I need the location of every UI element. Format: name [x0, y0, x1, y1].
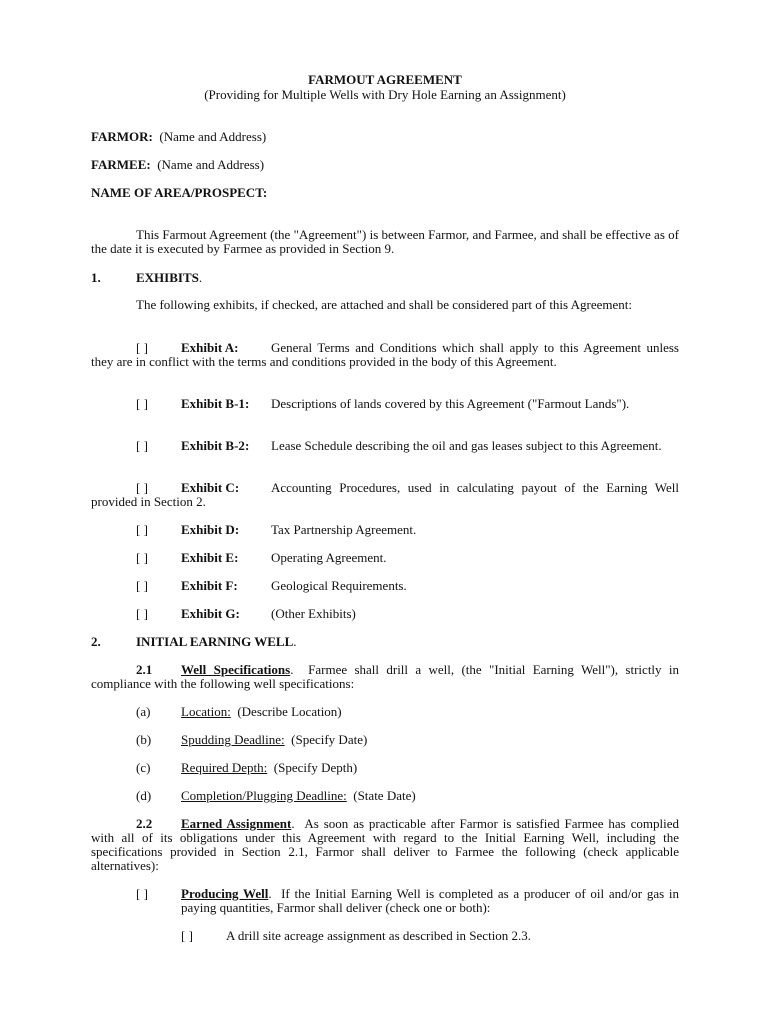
section-heading-text: INITIAL EARNING WELL	[136, 634, 294, 649]
party-label: FARMEE:	[91, 157, 151, 172]
exhibit-checkbox: [ ]	[136, 480, 148, 495]
section-number: 2.	[91, 634, 101, 649]
spec-letter: (d)	[136, 788, 152, 803]
intro-paragraph: This Farmout Agreement (the "Agreement") is between Farmor, and Farmee, and shall be effective as of the date it is executed by Farmee as provided in Section 9.	[91, 227, 679, 256]
party-area	[91, 186, 267, 200]
document-title: FARMOUT AGREEMENT	[308, 72, 462, 87]
spec-value: (Describe Location)	[237, 704, 342, 719]
document-subtitle: (Providing for Multiple Wells with Dry Hole Earning an Assignment)	[204, 87, 566, 102]
party-label: FARMOR:	[91, 129, 153, 144]
exhibit-name: Exhibit C:	[181, 480, 240, 495]
spec-label: Location:	[181, 704, 231, 719]
spec-label: Required Depth:	[181, 760, 268, 775]
exhibit-name: Exhibit A:	[181, 340, 239, 355]
exhibit-desc: Operating Agreement.	[271, 550, 387, 565]
spec-item-spudding	[136, 733, 367, 747]
exhibit-desc: Accounting Procedures, used in calculating payout of the Earning Well provided in Section 2.	[91, 480, 679, 509]
exhibit-desc: General Terms and Conditions which shall apply to this Agreement unless they are in conflict with the terms and conditions provided in the body of this Agreement.	[91, 340, 679, 369]
spec-item-location	[136, 705, 342, 719]
drill-site-option	[181, 929, 531, 943]
exhibit-checkbox: [ ]	[136, 438, 148, 453]
exhibit-name-text: Exhibit F	[181, 578, 234, 593]
exhibit-name: Exhibit B-2:	[181, 438, 250, 453]
exhibit-e	[136, 551, 387, 565]
producing-well-text: If the Initial Earning Well is completed as a producer of oil and/or gas in paying quantities, Farmor shall deliver (check one or both):	[181, 886, 680, 915]
heading-period: .	[198, 270, 203, 285]
spec-label: Spudding Deadline:	[181, 732, 285, 747]
exhibit-name-text: Exhibit E	[181, 550, 235, 565]
exhibit-name-text: Exhibit C	[181, 480, 235, 495]
exhibit-b2	[91, 439, 679, 453]
party-farmor	[91, 130, 266, 144]
spec-item-depth	[136, 761, 357, 775]
exhibit-desc: (Other Exhibits)	[271, 606, 356, 621]
exhibit-desc: Descriptions of lands covered by this Agreement ("Farmout Lands").	[271, 396, 630, 411]
spec-letter: (b)	[136, 732, 152, 747]
exhibit-name-text: Exhibit G	[181, 606, 236, 621]
producing-well-heading: Producing Well	[181, 886, 269, 901]
exhibit-g	[136, 607, 356, 621]
exhibit-name: Exhibit E:	[181, 550, 239, 565]
spec-value: (State Date)	[353, 788, 416, 803]
exhibit-name: Exhibit D:	[181, 522, 240, 537]
exhibit-desc: Lease Schedule describing the oil and gas leases subject to this Agreement.	[271, 438, 662, 453]
spec-item-completion	[136, 789, 416, 803]
subsection-heading: Well Specifications	[181, 662, 291, 677]
subsection-number: 2.2	[136, 816, 153, 831]
spec-letter: (c)	[136, 760, 151, 775]
producing-well-paragraph: Producing Well. If the Initial Earning Well is completed as a producer of oil and/or gas in paying quantities, Farmor shall deliver (check one or both):	[181, 886, 680, 915]
subsection-number: 2.1	[136, 662, 153, 677]
exhibit-checkbox: [ ]	[136, 522, 148, 537]
party-label: NAME OF AREA/PROSPECT:	[91, 185, 268, 200]
spec-letter: (a)	[136, 704, 151, 719]
exhibit-checkbox: [ ]	[136, 578, 148, 593]
exhibit-a	[91, 341, 679, 369]
section-heading-text: EXHIBITS	[136, 270, 199, 285]
spec-value: (Specify Date)	[291, 732, 368, 747]
exhibit-name-text: Exhibit B-2	[181, 438, 245, 453]
section-heading	[136, 271, 202, 285]
party-value: (Name and Address)	[159, 129, 267, 144]
exhibit-name-text: Exhibit D	[181, 522, 235, 537]
exhibit-d	[136, 523, 416, 537]
party-farmee	[91, 158, 264, 172]
exhibit-checkbox: [ ]	[136, 396, 148, 411]
option-checkbox[interactable]: [ ]	[181, 928, 193, 943]
exhibit-checkbox: [ ]	[136, 340, 148, 355]
exhibit-name: Exhibit B-1:	[181, 396, 250, 411]
spec-value: (Specify Depth)	[273, 760, 358, 775]
exhibit-desc: Tax Partnership Agreement.	[271, 522, 417, 537]
exhibit-name-text: Exhibit A	[181, 340, 235, 355]
exhibit-name: Exhibit G:	[181, 606, 240, 621]
producing-well-checkbox[interactable]: [ ]	[136, 886, 148, 901]
exhibit-desc: Geological Requirements.	[271, 578, 407, 593]
section1-lead: The following exhibits, if checked, are attached and shall be considered part of this Agreement:	[136, 297, 632, 312]
section-number: 1.	[91, 270, 101, 285]
heading-period: .	[293, 634, 297, 649]
subsection-text: As soon as practicable after Farmor is satisfied Farmee has complied with all of its obligations under this Agreement with regard to the Initial Earning Well, including the specifications provided in Section 2.1, Farmor shall deliver to Farmee the following (check applicable alternatives):	[91, 816, 679, 873]
subsection-2-1: 2.1 Well Specifications. Farmee shall drill a well, (the "Initial Earning Well"), strictly in compliance with the following well specifications:	[91, 662, 679, 691]
exhibit-name-text: Exhibit B-1	[181, 396, 245, 411]
spec-label: Completion/Plugging Deadline:	[181, 788, 347, 803]
subsection-heading: Earned Assignment	[181, 816, 292, 831]
subsection-2-2: 2.2 Earned Assignment. As soon as practicable after Farmor is satisfied Farmee has complied with all of its obligations under this Agreement with regard to the Initial Earning Well, including the specifications provided in Section 2.1, Farmor shall deliver to Farmee the following (check applicable alternatives):	[91, 816, 679, 873]
exhibit-b1	[91, 397, 679, 411]
exhibit-checkbox: [ ]	[136, 550, 148, 565]
section-heading	[136, 635, 297, 649]
exhibit-checkbox: [ ]	[136, 606, 148, 621]
exhibit-f	[136, 579, 407, 593]
exhibit-name: Exhibit F:	[181, 578, 238, 593]
subsection-text: Farmee shall drill a well, (the "Initial Earning Well"), strictly in compliance with the following well specifications:	[91, 662, 679, 691]
exhibit-c	[91, 481, 679, 509]
party-value: (Name and Address)	[157, 157, 265, 172]
option-text: A drill site acreage assignment as described in Section 2.3.	[226, 928, 532, 943]
